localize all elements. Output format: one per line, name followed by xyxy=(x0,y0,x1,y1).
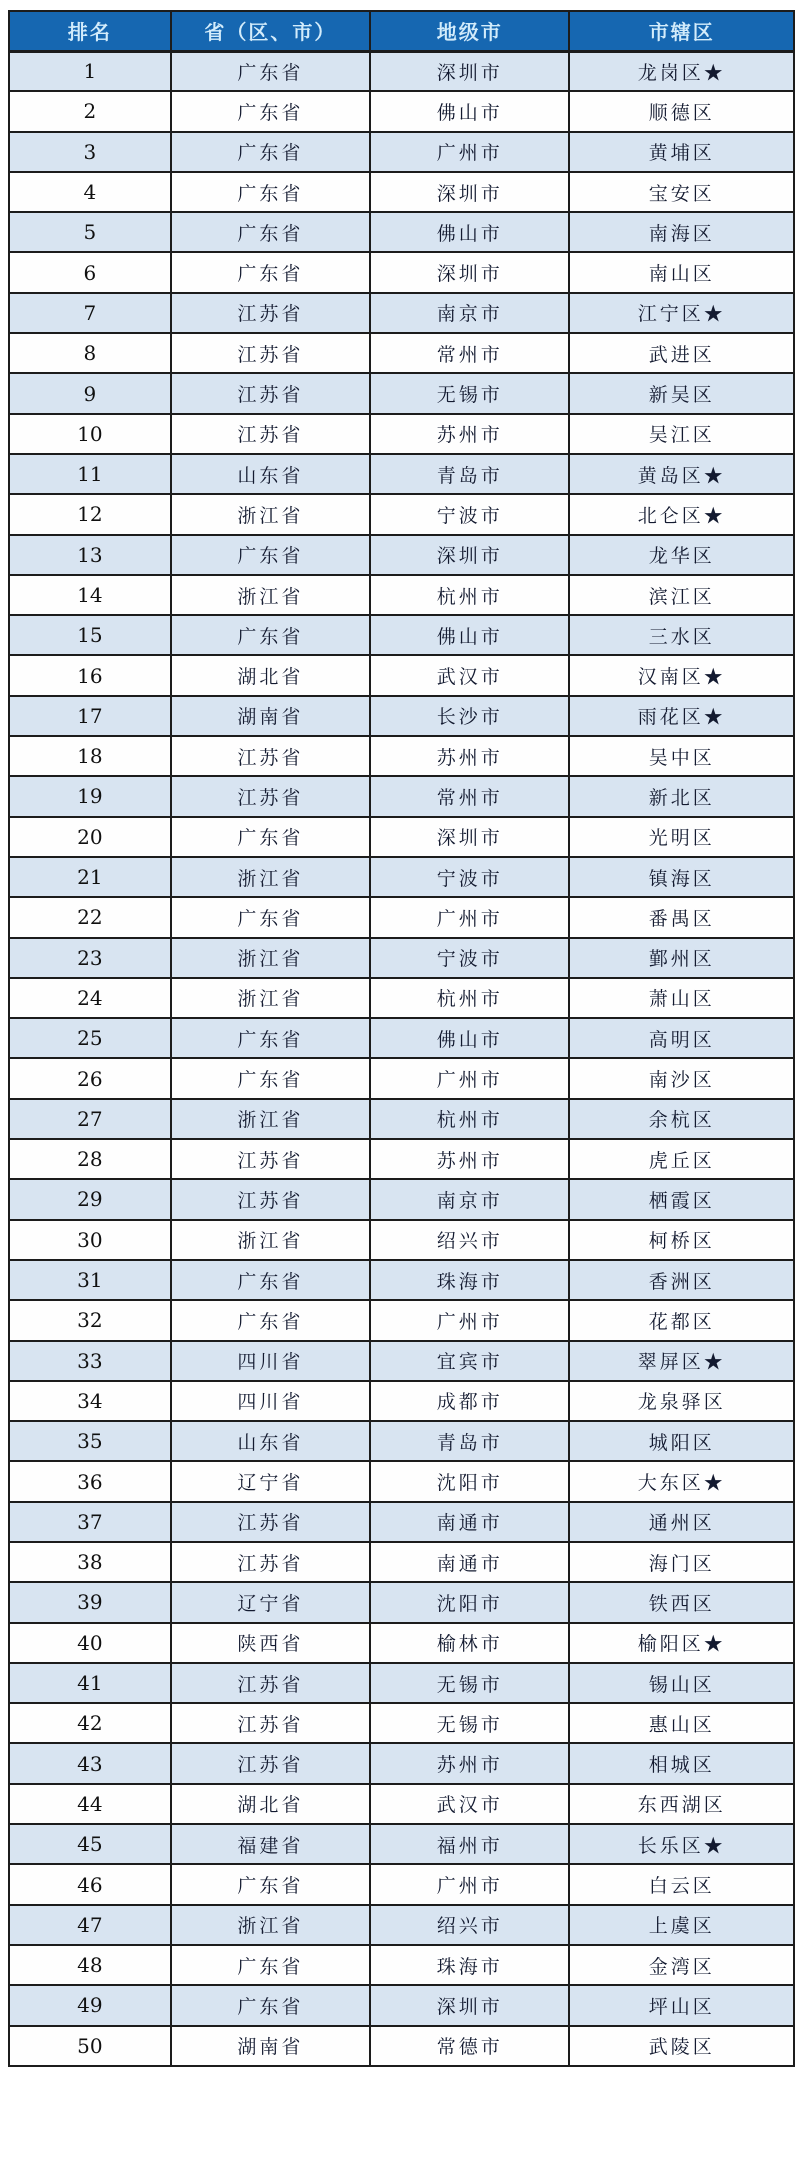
district-cell: 坪山区 xyxy=(569,1985,794,2025)
rank-cell: 10 xyxy=(9,414,171,454)
header-row xyxy=(9,11,794,51)
rank-cell: 38 xyxy=(9,1542,171,1582)
province-cell: 浙江省 xyxy=(171,978,370,1018)
district-cell: 汉南区★ xyxy=(569,655,794,695)
province-cell: 广东省 xyxy=(171,1985,370,2025)
rank-cell: 12 xyxy=(9,494,171,534)
city-cell: 南京市 xyxy=(370,293,569,333)
city-cell: 福州市 xyxy=(370,1824,569,1864)
city-cell: 深圳市 xyxy=(370,51,569,91)
rank-cell: 24 xyxy=(9,978,171,1018)
table-row xyxy=(9,212,794,252)
district-cell: 滨江区 xyxy=(569,575,794,615)
city-cell: 沈阳市 xyxy=(370,1582,569,1622)
table-row xyxy=(9,1945,794,1985)
province-cell: 广东省 xyxy=(171,212,370,252)
district-cell: 惠山区 xyxy=(569,1703,794,1743)
district-cell: 花都区 xyxy=(569,1300,794,1340)
rank-cell: 46 xyxy=(9,1864,171,1904)
table-row xyxy=(9,1784,794,1824)
table-row xyxy=(9,535,794,575)
city-cell: 广州市 xyxy=(370,897,569,937)
city-cell: 绍兴市 xyxy=(370,1220,569,1260)
district-cell: 白云区 xyxy=(569,1864,794,1904)
city-cell: 青岛市 xyxy=(370,1421,569,1461)
province-cell: 广东省 xyxy=(171,1300,370,1340)
table-row xyxy=(9,655,794,695)
rank-cell: 33 xyxy=(9,1341,171,1381)
city-cell: 珠海市 xyxy=(370,1260,569,1300)
province-cell: 江苏省 xyxy=(171,293,370,333)
rank-cell: 2 xyxy=(9,91,171,131)
province-cell: 浙江省 xyxy=(171,1099,370,1139)
table-row xyxy=(9,615,794,655)
table-row xyxy=(9,575,794,615)
district-cell: 通州区 xyxy=(569,1502,794,1542)
rank-cell: 27 xyxy=(9,1099,171,1139)
province-cell: 湖北省 xyxy=(171,1784,370,1824)
province-cell: 江苏省 xyxy=(171,333,370,373)
province-cell: 广东省 xyxy=(171,1260,370,1300)
province-cell: 广东省 xyxy=(171,132,370,172)
column-header-city: 地级市 xyxy=(370,11,569,51)
district-cell: 龙岗区★ xyxy=(569,51,794,91)
district-cell: 东西湖区 xyxy=(569,1784,794,1824)
rank-cell: 45 xyxy=(9,1824,171,1864)
city-cell: 佛山市 xyxy=(370,212,569,252)
province-cell: 陕西省 xyxy=(171,1623,370,1663)
rank-cell: 3 xyxy=(9,132,171,172)
table-row xyxy=(9,1623,794,1663)
province-cell: 江苏省 xyxy=(171,1663,370,1703)
table-row xyxy=(9,1824,794,1864)
city-cell: 苏州市 xyxy=(370,1743,569,1783)
district-cell: 新北区 xyxy=(569,776,794,816)
rank-cell: 39 xyxy=(9,1582,171,1622)
district-cell: 大东区★ xyxy=(569,1461,794,1501)
table-row xyxy=(9,51,794,91)
rank-cell: 7 xyxy=(9,293,171,333)
city-cell: 无锡市 xyxy=(370,1663,569,1703)
city-cell: 佛山市 xyxy=(370,615,569,655)
district-cell: 武陵区 xyxy=(569,2026,794,2066)
table-row xyxy=(9,736,794,776)
district-cell: 南海区 xyxy=(569,212,794,252)
table-row xyxy=(9,172,794,212)
city-cell: 武汉市 xyxy=(370,655,569,695)
district-cell: 翠屏区★ xyxy=(569,1341,794,1381)
table-row xyxy=(9,1099,794,1139)
table-row xyxy=(9,978,794,1018)
city-cell: 南京市 xyxy=(370,1179,569,1219)
district-cell: 光明区 xyxy=(569,817,794,857)
city-cell: 苏州市 xyxy=(370,414,569,454)
rank-cell: 36 xyxy=(9,1461,171,1501)
city-cell: 无锡市 xyxy=(370,1703,569,1743)
table-row xyxy=(9,1058,794,1098)
district-cell: 镇海区 xyxy=(569,857,794,897)
city-cell: 常州市 xyxy=(370,776,569,816)
district-cell: 吴中区 xyxy=(569,736,794,776)
province-cell: 浙江省 xyxy=(171,575,370,615)
table-row xyxy=(9,1220,794,1260)
table-row xyxy=(9,776,794,816)
table-row xyxy=(9,1018,794,1058)
province-cell: 广东省 xyxy=(171,1018,370,1058)
district-cell: 吴江区 xyxy=(569,414,794,454)
province-cell: 江苏省 xyxy=(171,1743,370,1783)
city-cell: 宁波市 xyxy=(370,938,569,978)
rank-cell: 13 xyxy=(9,535,171,575)
city-cell: 长沙市 xyxy=(370,696,569,736)
rank-cell: 32 xyxy=(9,1300,171,1340)
city-cell: 杭州市 xyxy=(370,978,569,1018)
table-row xyxy=(9,293,794,333)
table-row xyxy=(9,414,794,454)
province-cell: 广东省 xyxy=(171,535,370,575)
district-cell: 香洲区 xyxy=(569,1260,794,1300)
province-cell: 江苏省 xyxy=(171,373,370,413)
district-cell: 南沙区 xyxy=(569,1058,794,1098)
city-cell: 佛山市 xyxy=(370,91,569,131)
district-cell: 虎丘区 xyxy=(569,1139,794,1179)
district-cell: 雨花区★ xyxy=(569,696,794,736)
table-header xyxy=(9,11,794,51)
province-cell: 广东省 xyxy=(171,897,370,937)
table-row xyxy=(9,696,794,736)
table-row xyxy=(9,1139,794,1179)
city-cell: 宁波市 xyxy=(370,857,569,897)
province-cell: 浙江省 xyxy=(171,1905,370,1945)
table-row xyxy=(9,1582,794,1622)
table-body xyxy=(9,51,794,2066)
table-row xyxy=(9,1421,794,1461)
city-cell: 常德市 xyxy=(370,2026,569,2066)
table-row xyxy=(9,333,794,373)
district-cell: 相城区 xyxy=(569,1743,794,1783)
province-cell: 福建省 xyxy=(171,1824,370,1864)
city-cell: 武汉市 xyxy=(370,1784,569,1824)
rank-cell: 49 xyxy=(9,1985,171,2025)
district-cell: 江宁区★ xyxy=(569,293,794,333)
province-cell: 湖北省 xyxy=(171,655,370,695)
province-cell: 广东省 xyxy=(171,1058,370,1098)
district-cell: 鄞州区 xyxy=(569,938,794,978)
district-cell: 三水区 xyxy=(569,615,794,655)
city-cell: 广州市 xyxy=(370,1058,569,1098)
table-row xyxy=(9,132,794,172)
city-cell: 深圳市 xyxy=(370,1985,569,2025)
city-cell: 无锡市 xyxy=(370,373,569,413)
district-cell: 榆阳区★ xyxy=(569,1623,794,1663)
district-cell: 龙华区 xyxy=(569,535,794,575)
rank-cell: 43 xyxy=(9,1743,171,1783)
city-cell: 榆林市 xyxy=(370,1623,569,1663)
rank-cell: 40 xyxy=(9,1623,171,1663)
rank-cell: 6 xyxy=(9,252,171,292)
city-cell: 佛山市 xyxy=(370,1018,569,1058)
rank-cell: 30 xyxy=(9,1220,171,1260)
city-cell: 杭州市 xyxy=(370,575,569,615)
province-cell: 广东省 xyxy=(171,51,370,91)
table-row xyxy=(9,1260,794,1300)
city-cell: 南通市 xyxy=(370,1542,569,1582)
district-cell: 黄埔区 xyxy=(569,132,794,172)
city-cell: 深圳市 xyxy=(370,172,569,212)
district-cell: 高明区 xyxy=(569,1018,794,1058)
rank-cell: 26 xyxy=(9,1058,171,1098)
table-row xyxy=(9,857,794,897)
province-cell: 江苏省 xyxy=(171,414,370,454)
province-cell: 湖南省 xyxy=(171,2026,370,2066)
city-cell: 宁波市 xyxy=(370,494,569,534)
rank-cell: 8 xyxy=(9,333,171,373)
rank-cell: 14 xyxy=(9,575,171,615)
ranking-table xyxy=(8,10,795,2067)
district-cell: 城阳区 xyxy=(569,1421,794,1461)
province-cell: 四川省 xyxy=(171,1381,370,1421)
rank-cell: 35 xyxy=(9,1421,171,1461)
district-cell: 龙泉驿区 xyxy=(569,1381,794,1421)
province-cell: 广东省 xyxy=(171,817,370,857)
table-row xyxy=(9,1864,794,1904)
column-header-province: 省（区、市） xyxy=(171,11,370,51)
province-cell: 江苏省 xyxy=(171,776,370,816)
rank-cell: 17 xyxy=(9,696,171,736)
rank-cell: 19 xyxy=(9,776,171,816)
province-cell: 辽宁省 xyxy=(171,1461,370,1501)
rank-cell: 37 xyxy=(9,1502,171,1542)
district-cell: 栖霞区 xyxy=(569,1179,794,1219)
rank-cell: 44 xyxy=(9,1784,171,1824)
province-cell: 浙江省 xyxy=(171,494,370,534)
rank-cell: 34 xyxy=(9,1381,171,1421)
district-cell: 宝安区 xyxy=(569,172,794,212)
city-cell: 珠海市 xyxy=(370,1945,569,1985)
province-cell: 江苏省 xyxy=(171,1703,370,1743)
rank-cell: 41 xyxy=(9,1663,171,1703)
province-cell: 广东省 xyxy=(171,1864,370,1904)
city-cell: 绍兴市 xyxy=(370,1905,569,1945)
table-row xyxy=(9,1985,794,2025)
rank-cell: 22 xyxy=(9,897,171,937)
table-row xyxy=(9,1381,794,1421)
rank-cell: 31 xyxy=(9,1260,171,1300)
rank-cell: 25 xyxy=(9,1018,171,1058)
rank-cell: 42 xyxy=(9,1703,171,1743)
district-cell: 北仑区★ xyxy=(569,494,794,534)
rank-cell: 23 xyxy=(9,938,171,978)
rank-cell: 18 xyxy=(9,736,171,776)
rank-cell: 9 xyxy=(9,373,171,413)
table-row xyxy=(9,1179,794,1219)
province-cell: 浙江省 xyxy=(171,857,370,897)
rank-cell: 48 xyxy=(9,1945,171,1985)
district-cell: 顺德区 xyxy=(569,91,794,131)
district-cell: 南山区 xyxy=(569,252,794,292)
table-row xyxy=(9,373,794,413)
district-cell: 萧山区 xyxy=(569,978,794,1018)
district-cell: 锡山区 xyxy=(569,1663,794,1703)
province-cell: 江苏省 xyxy=(171,736,370,776)
province-cell: 广东省 xyxy=(171,252,370,292)
province-cell: 江苏省 xyxy=(171,1502,370,1542)
table-row xyxy=(9,938,794,978)
table-row xyxy=(9,2026,794,2066)
rank-cell: 29 xyxy=(9,1179,171,1219)
district-cell: 长乐区★ xyxy=(569,1824,794,1864)
city-cell: 沈阳市 xyxy=(370,1461,569,1501)
province-cell: 浙江省 xyxy=(171,1220,370,1260)
rank-cell: 4 xyxy=(9,172,171,212)
city-cell: 青岛市 xyxy=(370,454,569,494)
city-cell: 广州市 xyxy=(370,1864,569,1904)
table-row xyxy=(9,252,794,292)
rank-cell: 16 xyxy=(9,655,171,695)
province-cell: 广东省 xyxy=(171,172,370,212)
table-row xyxy=(9,1703,794,1743)
table-row xyxy=(9,1905,794,1945)
rank-cell: 20 xyxy=(9,817,171,857)
district-cell: 武进区 xyxy=(569,333,794,373)
rank-cell: 47 xyxy=(9,1905,171,1945)
table-row xyxy=(9,1341,794,1381)
district-cell: 上虞区 xyxy=(569,1905,794,1945)
rank-cell: 50 xyxy=(9,2026,171,2066)
table-row xyxy=(9,1743,794,1783)
table-row xyxy=(9,1300,794,1340)
city-cell: 苏州市 xyxy=(370,736,569,776)
district-cell: 黄岛区★ xyxy=(569,454,794,494)
city-cell: 广州市 xyxy=(370,1300,569,1340)
city-cell: 南通市 xyxy=(370,1502,569,1542)
city-cell: 宜宾市 xyxy=(370,1341,569,1381)
table-row xyxy=(9,897,794,937)
province-cell: 广东省 xyxy=(171,615,370,655)
rank-cell: 15 xyxy=(9,615,171,655)
province-cell: 山东省 xyxy=(171,1421,370,1461)
city-cell: 深圳市 xyxy=(370,535,569,575)
province-cell: 浙江省 xyxy=(171,938,370,978)
rank-cell: 1 xyxy=(9,51,171,91)
column-header-district: 市辖区 xyxy=(569,11,794,51)
table-row xyxy=(9,1461,794,1501)
rank-cell: 21 xyxy=(9,857,171,897)
table-row xyxy=(9,817,794,857)
province-cell: 山东省 xyxy=(171,454,370,494)
city-cell: 成都市 xyxy=(370,1381,569,1421)
city-cell: 广州市 xyxy=(370,132,569,172)
city-cell: 常州市 xyxy=(370,333,569,373)
province-cell: 湖南省 xyxy=(171,696,370,736)
table-row xyxy=(9,1542,794,1582)
province-cell: 广东省 xyxy=(171,1945,370,1985)
district-cell: 金湾区 xyxy=(569,1945,794,1985)
table-row xyxy=(9,1663,794,1703)
province-cell: 四川省 xyxy=(171,1341,370,1381)
rank-cell: 28 xyxy=(9,1139,171,1179)
district-cell: 海门区 xyxy=(569,1542,794,1582)
city-cell: 深圳市 xyxy=(370,252,569,292)
province-cell: 江苏省 xyxy=(171,1139,370,1179)
table-row xyxy=(9,454,794,494)
table-row xyxy=(9,91,794,131)
district-cell: 余杭区 xyxy=(569,1099,794,1139)
district-cell: 番禺区 xyxy=(569,897,794,937)
rank-cell: 11 xyxy=(9,454,171,494)
city-cell: 杭州市 xyxy=(370,1099,569,1139)
province-cell: 广东省 xyxy=(171,91,370,131)
district-cell: 柯桥区 xyxy=(569,1220,794,1260)
district-cell: 铁西区 xyxy=(569,1582,794,1622)
table-row xyxy=(9,1502,794,1542)
city-cell: 苏州市 xyxy=(370,1139,569,1179)
province-cell: 江苏省 xyxy=(171,1542,370,1582)
column-header-rank: 排名 xyxy=(9,11,171,51)
district-cell: 新吴区 xyxy=(569,373,794,413)
city-cell: 深圳市 xyxy=(370,817,569,857)
province-cell: 辽宁省 xyxy=(171,1582,370,1622)
rank-cell: 5 xyxy=(9,212,171,252)
province-cell: 江苏省 xyxy=(171,1179,370,1219)
table-row xyxy=(9,494,794,534)
